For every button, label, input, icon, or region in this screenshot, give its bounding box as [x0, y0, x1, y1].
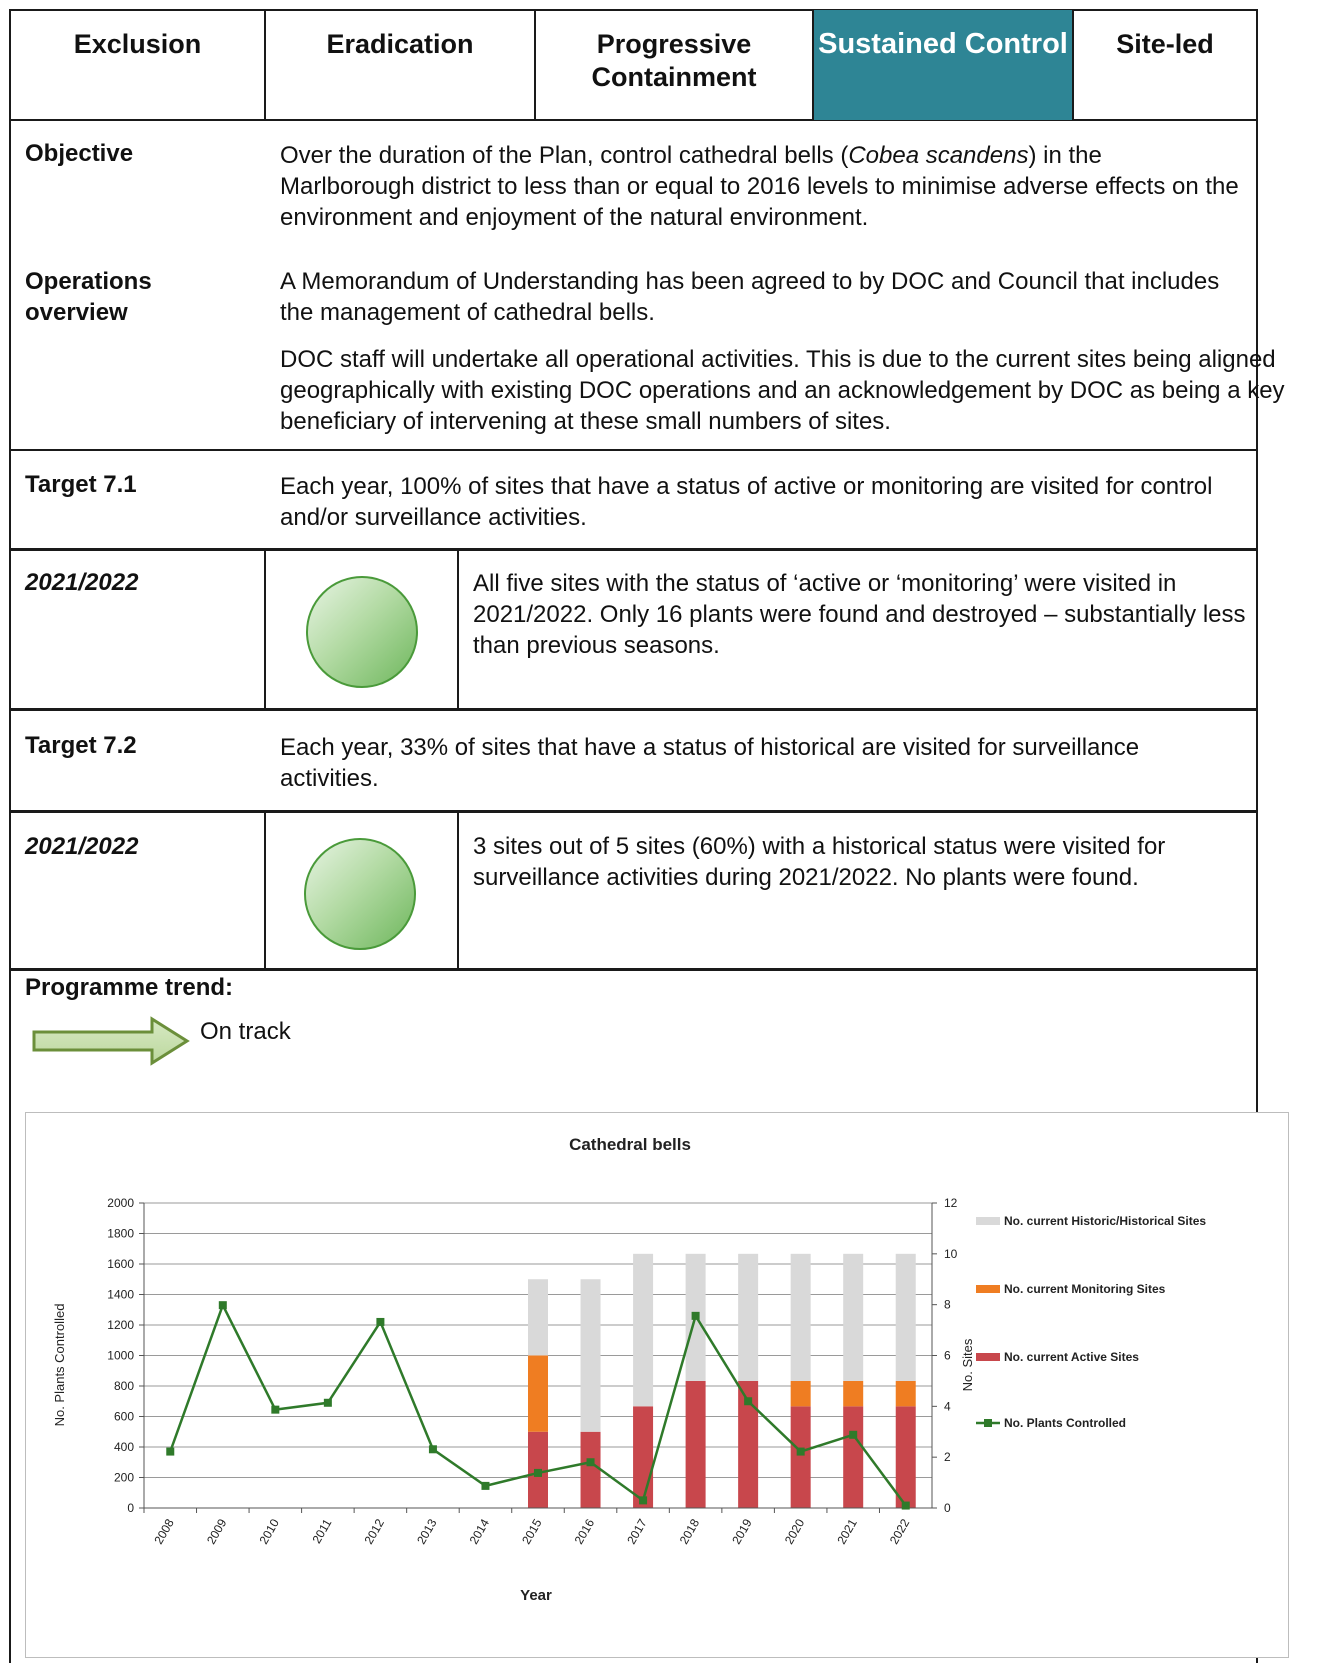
y-tick-label: 2000	[107, 1196, 134, 1210]
result1-bottom-divider	[9, 708, 1258, 711]
x-tick-label: 2018	[676, 1516, 703, 1547]
plants-controlled-point-2014	[481, 1482, 489, 1490]
objective-label: Objective	[25, 140, 134, 167]
operations-divider	[9, 449, 1258, 451]
bar-no-current-historic-historical-sites-2016	[581, 1279, 601, 1432]
operations-paragraph-1: A Memorandum of Understanding has been agreed to by DOC and Council that includes the management of cathedral bells.	[280, 268, 1220, 326]
plants-controlled-point-2022	[902, 1502, 910, 1510]
x-tick-label: 2015	[519, 1516, 545, 1547]
x-axis-label: Year	[520, 1587, 552, 1604]
green-circle-icon	[306, 576, 418, 688]
tab-sustained-control: Sustained Control	[814, 10, 1072, 120]
plants-controlled-point-2016	[587, 1458, 595, 1466]
plants-controlled-point-2010	[271, 1406, 279, 1414]
y2-tick-label: 2	[944, 1450, 951, 1465]
result-7-2-year: 2021/2022	[25, 833, 139, 860]
bar-no-current-active-sites-2017	[633, 1406, 653, 1508]
plants-controlled-point-2017	[639, 1496, 647, 1504]
bar-no-current-historic-historical-sites-2021	[843, 1254, 863, 1381]
y-tick-label: 1600	[107, 1257, 134, 1271]
plants-controlled-point-2020	[797, 1448, 805, 1456]
x-tick-label: 2011	[309, 1516, 335, 1546]
legend-swatch	[976, 1285, 1000, 1293]
plants-controlled-point-2019	[744, 1397, 752, 1405]
right-arrow-icon	[32, 1016, 192, 1066]
plants-controlled-point-2013	[429, 1445, 437, 1453]
y-tick-label: 200	[113, 1470, 134, 1485]
bar-no-current-active-sites-2022	[896, 1406, 916, 1508]
tab-progressive-containment: Progressive Containment	[591, 29, 757, 92]
y2-tick-label: 4	[944, 1399, 951, 1414]
bar-no-current-monitoring-sites-2021	[843, 1381, 863, 1406]
cathedral-bells-chart	[26, 1113, 1288, 1657]
plants-controlled-point-2012	[376, 1318, 384, 1326]
chart-title: Cathedral bells	[569, 1135, 691, 1154]
plants-controlled-point-2021	[849, 1431, 857, 1439]
result1-col1	[264, 548, 266, 711]
bar-no-current-monitoring-sites-2022	[896, 1381, 916, 1406]
x-tick-label: 2013	[414, 1516, 440, 1547]
x-tick-label: 2012	[361, 1516, 387, 1547]
bar-no-current-monitoring-sites-2015	[528, 1356, 548, 1432]
result-7-1-text: All five sites with the status of ‘active or ‘monitoring’ were visited in 2021/2022. Only 16 plants were found and destroyed – substantially less than previous seasons.	[473, 570, 1246, 659]
y2-tick-label: 12	[944, 1196, 958, 1210]
bar-no-current-active-sites-2020	[791, 1406, 811, 1508]
y-tick-label: 600	[113, 1409, 134, 1424]
green-circle-icon	[304, 838, 416, 950]
bar-no-current-historic-historical-sites-2020	[791, 1254, 811, 1381]
y-tick-label: 0	[127, 1501, 134, 1515]
result2-col1	[264, 810, 266, 971]
bar-no-current-historic-historical-sites-2017	[633, 1254, 653, 1406]
result1-col2	[457, 548, 459, 711]
bar-no-current-historic-historical-sites-2022	[896, 1254, 916, 1381]
legend-swatch	[976, 1353, 1000, 1361]
plants-controlled-point-2008	[166, 1448, 174, 1456]
x-tick-label: 2020	[781, 1516, 808, 1547]
result-7-2-text: 3 sites out of 5 sites (60%) with a historical status were visited for surveillance activities during 2021/2022. No plants were found.	[473, 833, 1166, 891]
x-tick-label: 2022	[886, 1516, 913, 1547]
y-tick-label: 1000	[107, 1348, 134, 1363]
result1-top-divider	[9, 548, 1258, 551]
y2-axis-label: No. Sites	[960, 1338, 975, 1392]
y-tick-label: 800	[113, 1379, 134, 1393]
result2-bottom-divider	[9, 968, 1258, 971]
species-name: Cobea scandens	[848, 142, 1029, 169]
operations-paragraph-2: DOC staff will undertake all operational activities. This is due to the current sites being aligned geographically with existing DOC operations and an acknowledgement by DOC as being a key beneficiary of intervening at these small numbers of sites.	[280, 346, 1285, 435]
y2-tick-label: 0	[944, 1501, 951, 1515]
programme-trend-label: Programme trend:	[25, 974, 234, 1001]
x-tick-label: 2021	[834, 1516, 860, 1547]
bar-no-current-historic-historical-sites-2015	[528, 1279, 548, 1355]
bar-no-current-monitoring-sites-2020	[791, 1381, 811, 1406]
plants-controlled-point-2015	[534, 1469, 542, 1477]
y-tick-label: 1400	[107, 1287, 134, 1302]
target-7-1-label: Target 7.1	[25, 471, 137, 498]
trend-status: On track	[200, 1018, 291, 1045]
result2-col2	[457, 810, 459, 971]
operations-label: Operations overview	[25, 268, 152, 326]
result-7-1-year: 2021/2022	[25, 569, 139, 596]
y2-tick-label: 10	[944, 1246, 958, 1261]
legend-label: No. current Monitoring Sites	[1004, 1282, 1166, 1296]
x-tick-label: 2017	[624, 1516, 650, 1547]
objective-text-end: ) in the Marlborough district to less than or equal to 2016 levels to minimise adverse effects on the environment and enjoyment of the natural environment.	[280, 142, 1239, 231]
plants-controlled-point-2018	[692, 1312, 700, 1320]
x-tick-label: 2016	[571, 1516, 598, 1547]
tab-eradication: Eradication	[326, 29, 474, 59]
tab-site-led: Site-led	[1116, 29, 1214, 59]
target-7-2-text: Each year, 33% of sites that have a status of historical are visited for surveillance activities.	[280, 734, 1140, 792]
result2-top-divider	[9, 810, 1258, 813]
bar-no-current-active-sites-2018	[686, 1381, 706, 1508]
bar-no-current-active-sites-2021	[843, 1406, 863, 1508]
plants-controlled-point-2009	[219, 1301, 227, 1309]
y2-tick-label: 6	[944, 1348, 951, 1363]
frame-left	[9, 9, 11, 1663]
y2-tick-label: 8	[944, 1297, 951, 1312]
legend-label: No. current Active Sites	[1004, 1350, 1139, 1364]
legend-label: No. Plants Controlled	[1004, 1416, 1127, 1430]
x-tick-label: 2009	[203, 1516, 230, 1547]
bar-no-current-active-sites-2016	[581, 1432, 601, 1508]
target-7-2-label: Target 7.2	[25, 732, 137, 759]
legend-label: No. current Historic/Historical Sites	[1004, 1214, 1207, 1228]
y-axis-label: No. Plants Controlled	[52, 1303, 67, 1427]
tab-exclusion: Exclusion	[73, 29, 202, 59]
x-tick-label: 2014	[466, 1516, 493, 1547]
legend-swatch	[976, 1217, 1000, 1225]
chart-container	[25, 1112, 1289, 1658]
y-tick-label: 1200	[107, 1318, 134, 1332]
target-7-1-text: Each year, 100% of sites that have a status of active or monitoring are visited for control and/or surveillance activities.	[280, 473, 1213, 531]
y-tick-label: 400	[113, 1440, 134, 1454]
x-tick-label: 2019	[729, 1516, 755, 1547]
bar-no-current-historic-historical-sites-2019	[738, 1254, 758, 1381]
objective-text	[280, 140, 1240, 233]
legend-point-swatch	[984, 1419, 992, 1427]
x-tick-label: 2010	[256, 1516, 282, 1547]
y-tick-label: 1800	[107, 1226, 134, 1241]
x-tick-label: 2008	[151, 1516, 177, 1547]
plants-controlled-point-2011	[324, 1399, 332, 1407]
objective-text-start: Over the duration of the Plan, control cathedral bells (	[280, 142, 849, 169]
